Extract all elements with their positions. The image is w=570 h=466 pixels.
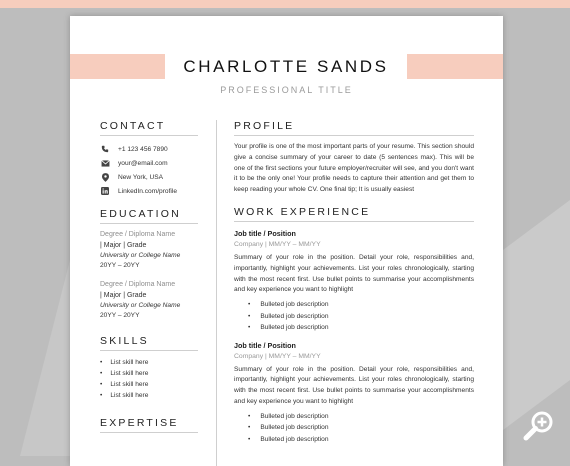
degree-name: Degree / Diploma Name <box>100 231 176 238</box>
contact-list <box>100 142 198 198</box>
contact-phone-text: +1 123 456 7890 <box>118 145 168 153</box>
resume-name: CHARLOTTE SANDS <box>183 57 389 76</box>
profile-heading: PROFILE <box>234 120 474 136</box>
contact-location-text: New York, USA <box>118 173 164 181</box>
resume-page <box>70 16 503 466</box>
left-column <box>100 120 198 439</box>
work-experience-heading: WORK EXPERIENCE <box>234 206 474 222</box>
contact-heading: CONTACT <box>100 120 198 136</box>
linkedin-icon <box>100 186 110 196</box>
job-bullet: • Bulleted job description <box>234 422 474 434</box>
degree-major: | Major | Grade <box>100 242 147 249</box>
zoom-in-icon[interactable] <box>521 408 557 444</box>
job-title: Job title / Position <box>234 228 296 238</box>
job-bullets <box>234 299 474 334</box>
contact-email-text: your@email.com <box>118 159 168 167</box>
profile-text: Your profile is one of the most important parts of your resume. This section should give a concise summary of your career to date (5 sentences max). This will be one of the first sections your future employer/recruiter will see, and you don't want it to be the only one! Your profile needs to capture their attention and get them to keep reading your whole CV. One final tip; It is usually easiest <box>234 143 474 194</box>
job-title: Job title / Position <box>234 340 296 350</box>
professional-title: PROFESSIONAL TITLE <box>220 85 353 95</box>
skill-item: • List skill here <box>100 379 198 390</box>
job-bullet: • Bulleted job description <box>234 299 474 311</box>
column-divider <box>216 120 217 466</box>
expertise-heading: EXPERTISE <box>100 417 198 433</box>
right-column <box>234 120 474 445</box>
header-accent-left <box>70 54 165 79</box>
email-icon <box>100 158 110 168</box>
contact-email <box>100 156 198 170</box>
job-entry <box>234 340 474 446</box>
skill-item: • List skill here <box>100 368 198 379</box>
degree-name: Degree / Diploma Name <box>100 281 176 288</box>
job-bullet: • Bulleted job description <box>234 434 474 446</box>
job-bullets <box>234 411 474 446</box>
skill-item: • List skill here <box>100 357 198 368</box>
skills-heading: SKILLS <box>100 335 198 351</box>
job-entry <box>234 228 474 334</box>
contact-location <box>100 170 198 184</box>
job-bullet: • Bulleted job description <box>234 311 474 323</box>
education-years: 20YY – 20YY <box>100 312 140 319</box>
education-heading: EDUCATION <box>100 208 198 224</box>
job-bullet: • Bulleted job description <box>234 322 474 334</box>
job-bullet: • Bulleted job description <box>234 411 474 423</box>
job-company-dates: Company | MM/YY – MM/YY <box>234 352 321 360</box>
education-entry <box>100 280 198 321</box>
university-name: University or College Name <box>100 302 181 309</box>
contact-phone <box>100 142 198 156</box>
header-accent-right <box>407 54 503 79</box>
phone-icon <box>100 144 110 154</box>
job-summary: Summary of your role in the position. Detail your role, responsibilities and, importantly, highlight your achievements. List your roles chronologically, starting with the most recent first. Use bullet points to summarise your accomplishments and key experience you want to highlight <box>234 253 474 294</box>
education-entry <box>100 230 198 271</box>
contact-linkedin <box>100 184 198 198</box>
skill-item: • List skill here <box>100 390 198 401</box>
job-summary: Summary of your role in the position. Detail your role, responsibilities and, importantly, highlight your achievements. List your roles chronologically, starting with the most recent first. Use bullet points to summarise your accomplishments and key experience you want to highlight <box>234 365 474 406</box>
contact-linkedin-text: LinkedIn.com/profile <box>118 187 178 195</box>
job-company-dates: Company | MM/YY – MM/YY <box>234 240 321 248</box>
university-name: University or College Name <box>100 252 181 259</box>
degree-major: | Major | Grade <box>100 292 147 299</box>
skills-list <box>100 357 198 401</box>
education-years: 20YY – 20YY <box>100 262 140 269</box>
location-icon <box>100 172 110 182</box>
